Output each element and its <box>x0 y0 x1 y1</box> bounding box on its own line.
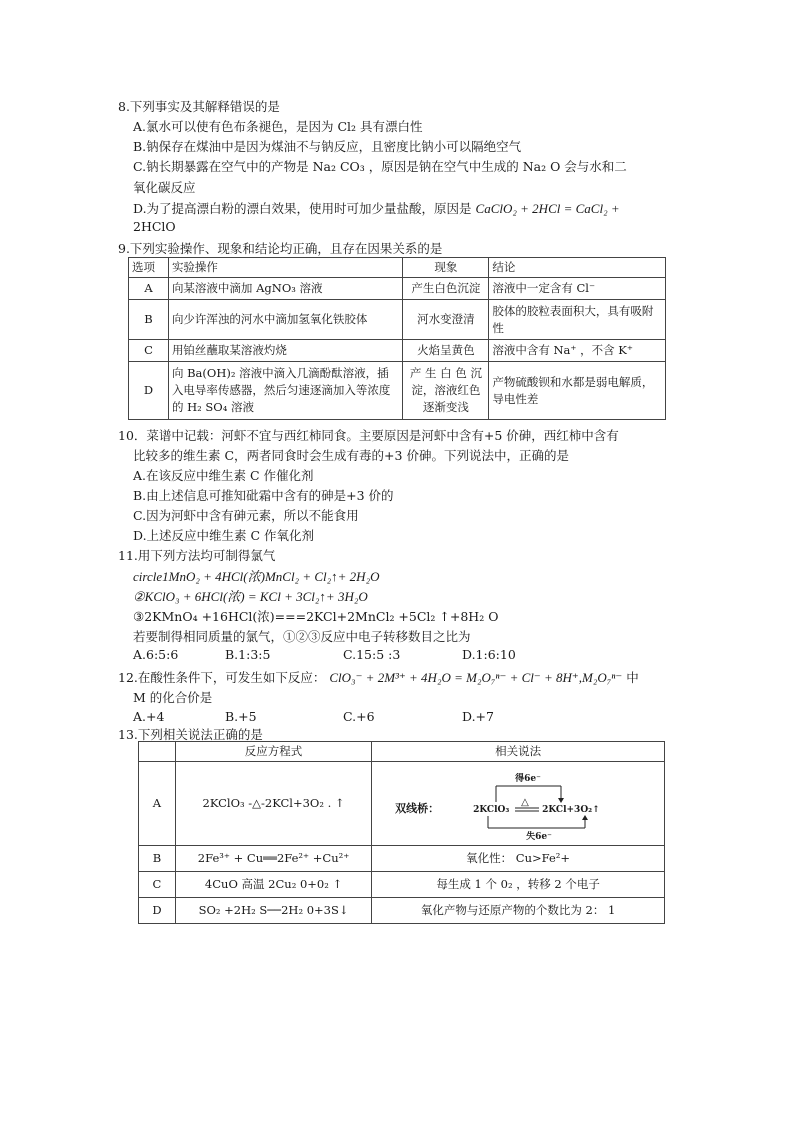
row-phenomenon: 火焰呈黄色 <box>403 340 489 362</box>
diagram-reactant: 2KClO₃ <box>473 804 510 815</box>
q8-stem: 8.下列事实及其解释错误的是 <box>118 99 280 114</box>
table-row <box>139 846 665 872</box>
table-row <box>129 278 666 300</box>
table-row <box>129 340 666 362</box>
table-row <box>139 872 665 898</box>
q12-equation: ClO₃⁻ + 2M³⁺ + 4H₂O = M₂O₇ⁿ⁻ + Cl⁻ + 8H⁺,M₂O₇ⁿ⁻ <box>329 670 623 685</box>
q9-stem: 9.下列实验操作、现象和结论均正确，且存在因果关系的是 <box>118 241 443 256</box>
header-statement: 相关说法 <box>372 742 665 762</box>
q8-option-d-cont: 2HClO <box>133 219 176 234</box>
q8-option-d-text: D.为了提高漂白粉的漂白效果，使用时可加少量盐酸，原因是 <box>133 201 472 216</box>
q10-option-a: A.在该反应中维生素 C 作催化剂 <box>133 468 314 483</box>
row-statement: 氧化产物与还原产物的个数比为 2： 1 <box>372 898 665 924</box>
row-option: A <box>129 278 169 300</box>
q11-equation-1: circle1MnO₂ + 4HCl(浓)MnCl₂ + Cl₂↑+ 2H₂O <box>133 569 380 584</box>
row-phenomenon: 河水变澄清 <box>403 300 489 340</box>
q12-option-d: D.+7 <box>462 709 494 724</box>
q12-stem-line2: M 的化合价是 <box>133 690 213 705</box>
table-row <box>129 300 666 340</box>
table-row <box>139 898 665 924</box>
q10-stem-line2: 比较多的维生素 C，两者同食时会生成有毒的+3 价砷。下列说法中，正确的是 <box>133 448 569 463</box>
row-equation: SO₂ +2H₂ S──2H₂ 0+3S↓ <box>175 898 371 924</box>
row-conclusion: 溶液中含有 Na⁺ ，不含 K⁺ <box>489 340 666 362</box>
row-operation: 向某溶液中滴加 AgNO₃ 溶液 <box>168 278 403 300</box>
table-header-row <box>129 258 666 278</box>
q12-stem-text: 12.在酸性条件下，可发生如下反应： <box>118 670 326 685</box>
q11-option-c: C.15:5 :3 <box>343 647 401 662</box>
q8-option-c-cont: 氧化碳反应 <box>133 180 196 195</box>
table-row <box>129 362 666 420</box>
diagram-label: 双线桥： <box>395 801 440 815</box>
q11-option-d: D.1:6:10 <box>462 647 516 662</box>
row-statement: 氧化性： Cu>Fe²+ <box>372 846 665 872</box>
row-conclusion: 胶体的胶粒表面积大，具有吸附性 <box>489 300 666 340</box>
q11-equation-2: ②KClO₃ + 6HCl(浓) = KCl + 3Cl₂↑+ 3H₂O <box>133 589 368 604</box>
q12-option-b: B.+5 <box>225 709 257 724</box>
row-option: B <box>129 300 169 340</box>
q10-option-d: D.上述反应中维生素 C 作氧化剂 <box>133 528 315 543</box>
row-equation: 2Fe³⁺ + Cu══2Fe²⁺ +Cu²⁺ <box>175 846 371 872</box>
row-option: C <box>129 340 169 362</box>
q10-option-c: C.因为河虾中含有砷元素，所以不能食用 <box>133 508 359 523</box>
header-operation: 实验操作 <box>168 258 403 278</box>
row-phenomenon: 产生白色沉淀 <box>403 278 489 300</box>
q9-table <box>128 257 666 420</box>
row-option: D <box>129 362 169 420</box>
row-operation: 用铂丝蘸取某溶液灼烧 <box>168 340 403 362</box>
q11-option-a: A.6:5:6 <box>133 647 179 662</box>
row-operation: 向 Ba(OH)₂ 溶液中滴入几滴酚酞溶液，插入电导率传感器，然后匀速逐滴加入等浓度的 H₂ SO₄ 溶液 <box>168 362 403 420</box>
q12-stem-tail: 中 <box>626 670 639 685</box>
header-conclusion: 结论 <box>489 258 666 278</box>
heat-symbol: △ <box>521 796 529 808</box>
table-header-row <box>139 742 665 762</box>
header-option: 选项 <box>129 258 169 278</box>
q10-option-b: B.由上述信息可推知砒霜中含有的砷是+3 价的 <box>133 488 394 503</box>
q11-equation-3: ③2KMnO₄ +16HCl(浓)===2KCl+2MnCl₂ +5Cl₂ ↑+8H₂ O <box>133 609 499 624</box>
row-option: A <box>139 762 176 846</box>
row-conclusion: 溶液中一定含有 Cl⁻ <box>489 278 666 300</box>
gain-electrons-label: 得6e⁻ <box>515 773 541 784</box>
row-option: D <box>139 898 176 924</box>
row-phenomenon: 产 生 白 色 沉 淀，溶液红色逐渐变浅 <box>403 362 489 420</box>
row-option: B <box>139 846 176 872</box>
q12-option-c: C.+6 <box>343 709 375 724</box>
table-row <box>139 762 665 846</box>
q8-option-b: B.钠保存在煤油中是因为煤油不与钠反应，且密度比钠小可以隔绝空气 <box>133 139 522 154</box>
row-equation: 2KClO₃ -△-2KCl+3O₂ . ↑ <box>175 762 371 846</box>
q8-option-c: C.钠长期暴露在空气中的产物是 Na₂ CO₃ ，原因是钠在空气中生成的 Na₂ O 会与水和二 <box>133 159 627 174</box>
diagram-products: 2KCl+3O₂↑ <box>542 804 600 815</box>
q12-stem <box>118 668 639 686</box>
lose-electrons-label: 失6e⁻ <box>526 831 552 842</box>
q8-option-d <box>133 199 620 217</box>
row-statement: 每生成 1 个 0₂ ，转移 2 个电子 <box>372 872 665 898</box>
header-equation: 反应方程式 <box>175 742 371 762</box>
q13-table <box>138 741 665 924</box>
q12-option-a: A.+4 <box>133 709 165 724</box>
row-option: C <box>139 872 176 898</box>
row-operation: 向少许浑浊的河水中滴加氢氧化铁胶体 <box>168 300 403 340</box>
q10-stem-line1: 10．菜谱中记载：河虾不宜与西红柿同食。主要原因是河虾中含有+5 价砷，西红柿中含有 <box>118 428 619 443</box>
q8-option-a: A.氯水可以使有色布条褪色，是因为 Cl₂ 具有漂白性 <box>133 119 423 134</box>
double-line-bridge-diagram <box>372 762 665 846</box>
q13-stem: 13.下列相关说法正确的是 <box>118 727 263 742</box>
q11-option-b: B.1:3:5 <box>225 647 271 662</box>
row-equation: 4CuO 高温 2Cu₂ 0+0₂ ↑ <box>175 872 371 898</box>
row-conclusion: 产物硫酸钡和水都是弱电解质，导电性差 <box>489 362 666 420</box>
q8-option-d-equation: CaClO₂ + 2HCl = CaCl₂ + <box>475 201 620 216</box>
q11-question: 若要制得相同质量的氯气，①②③反应中电子转移数目之比为 <box>133 629 471 644</box>
header-phenomenon: 现象 <box>403 258 489 278</box>
q11-stem: 11.用下列方法均可制得氯气 <box>118 548 276 563</box>
